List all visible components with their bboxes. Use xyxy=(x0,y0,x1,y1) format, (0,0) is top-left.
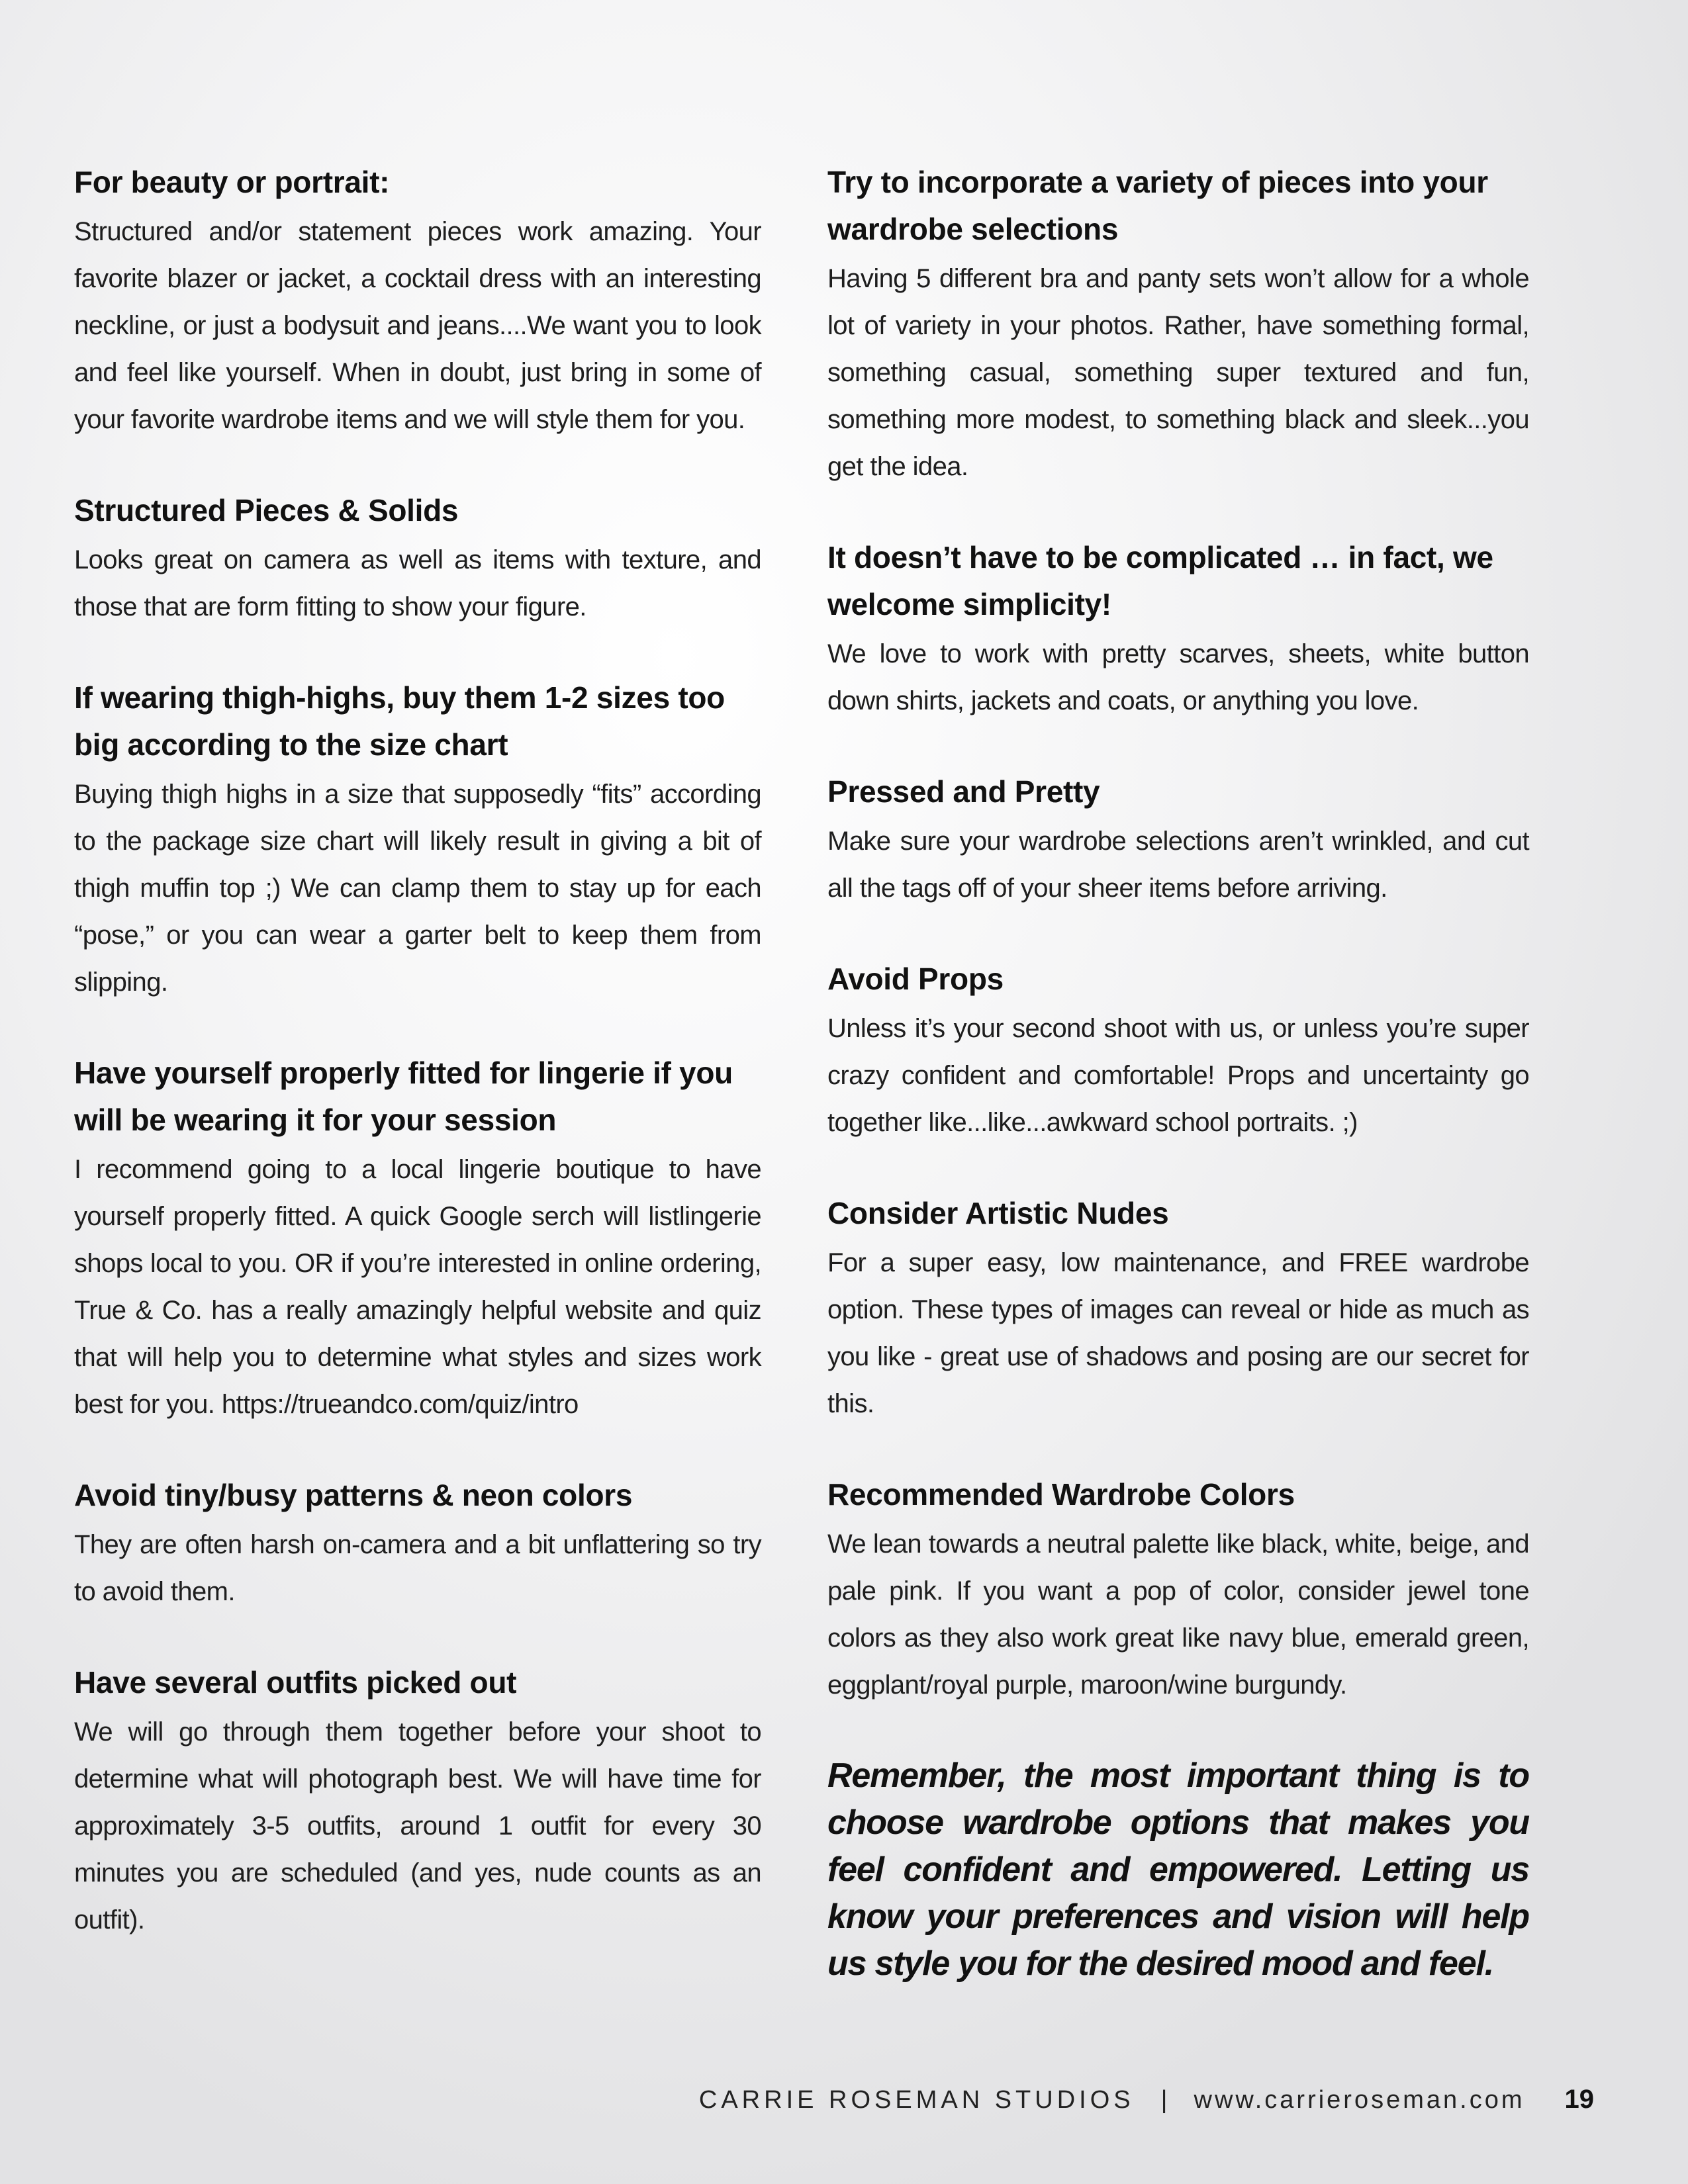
section-body: We love to work with pretty scarves, sheets, white button down shirts, jackets and coats, or anything you love. xyxy=(827,639,1529,715)
section-heading: Avoid tiny/busy patterns & neon colors xyxy=(74,1478,633,1512)
section-heading: Structured Pieces & Solids xyxy=(74,493,459,527)
section-body: For a super easy, low maintenance, and FREE wardrobe option. These types of images can reveal or hide as much as you like - great use of shadows and posing are our secret for this. xyxy=(827,1248,1529,1418)
section-simplicity xyxy=(827,534,1529,725)
section-heading: Try to incorporate a variety of pieces into your wardrobe selections xyxy=(827,165,1488,246)
section-body: They are often harsh on-camera and a bit unflattering so try to avoid them. xyxy=(74,1530,761,1606)
section-heading: Avoid Props xyxy=(827,962,1004,996)
page-number: 19 xyxy=(1564,2085,1594,2114)
section-heading: Recommended Wardrobe Colors xyxy=(827,1477,1295,1512)
closing-note: Remember, the most important thing is to choose wardrobe options that makes you feel confident and empowered. Letting us know your preferences and vision will help us style you for the desired mood and feel. xyxy=(827,1756,1529,1983)
section-wardrobe-colors xyxy=(827,1471,1529,1709)
footer-studio-name: CARRIE ROSEMAN STUDIOS xyxy=(698,2086,1135,2114)
section-heading: Consider Artistic Nudes xyxy=(827,1196,1169,1230)
section-several-outfits xyxy=(74,1659,761,1944)
section-heading: Pressed and Pretty xyxy=(827,774,1100,809)
page-footer xyxy=(0,2085,1594,2115)
section-body: Buying thigh highs in a size that supposedly “fits” according to the package size chart will likely result in giving a bit of thigh muffin top ;) We can clamp them to stay up for each “pose,” or you can wear a garter belt to keep them from slipping. xyxy=(74,780,761,997)
section-heading: It doesn’t have to be complicated … in fact, we welcome simplicity! xyxy=(827,540,1493,621)
section-thigh-highs xyxy=(74,674,761,1006)
section-body: Unless it’s your second shoot with us, or unless you’re super crazy confident and comfortable! Props and uncertainty go together like...like...awkward school portraits. ;) xyxy=(827,1014,1529,1137)
section-lingerie-fitting xyxy=(74,1050,761,1428)
section-body: Having 5 different bra and panty sets won’t allow for a whole lot of variety in your photos. Rather, have something formal, something casual, something super textured and fun, something more modest, to something black and sleek...you get the idea. xyxy=(827,264,1529,481)
section-avoid-props xyxy=(827,956,1529,1146)
footer-website: www.carrieroseman.com xyxy=(1194,2086,1525,2114)
footer-separator: | xyxy=(1160,2086,1168,2114)
section-structured-pieces xyxy=(74,487,761,631)
section-heading: For beauty or portrait: xyxy=(74,165,390,199)
section-body: We lean towards a neutral palette like black, white, beige, and pale pink. If you want a pop of color, consider jewel tone colors as they also work great like navy blue, emerald green, eggplant/royal purple, maroon/wine burgundy. xyxy=(827,1529,1529,1700)
section-avoid-patterns xyxy=(74,1472,761,1615)
left-column xyxy=(74,159,761,1987)
section-body: I recommend going to a local lingerie boutique to have yourself properly fitted. A quick Google serch will listlingerie shops local to you. OR if you’re interested in online ordering, True & Co. has a really amazingly helpful website and quiz that will help you to determine what styles and sizes work best for you. https://trueandco.com/quiz/intro xyxy=(74,1155,761,1419)
section-body: Structured and/or statement pieces work amazing. Your favorite blazer or jacket, a cocktail dress with an interesting neckline, or just a bodysuit and jeans....We want you to look and feel like yourself. When in doubt, just bring in some of your favorite wardrobe items and we will style them for you. xyxy=(74,217,761,434)
section-heading: If wearing thigh-highs, buy them 1-2 sizes too big according to the size chart xyxy=(74,680,725,762)
section-body: Looks great on camera as well as items with texture, and those that are form fitting to show your figure. xyxy=(74,545,761,621)
section-beauty-portrait xyxy=(74,159,761,443)
section-artistic-nudes xyxy=(827,1190,1529,1428)
right-column xyxy=(827,159,1529,1987)
section-pressed-pretty xyxy=(827,768,1529,912)
section-heading: Have yourself properly fitted for lingerie if you will be wearing it for your session xyxy=(74,1056,733,1137)
section-heading: Have several outfits picked out xyxy=(74,1665,517,1700)
section-variety-of-pieces xyxy=(827,159,1529,490)
section-body: Make sure your wardrobe selections aren’t wrinkled, and cut all the tags off of your sheer items before arriving. xyxy=(827,827,1529,903)
section-body: We will go through them together before your shoot to determine what will photograph best. We will have time for approximately 3-5 outfits, around 1 outfit for every 30 minutes you are scheduled (and yes, nude counts as an outfit). xyxy=(74,1717,761,1934)
